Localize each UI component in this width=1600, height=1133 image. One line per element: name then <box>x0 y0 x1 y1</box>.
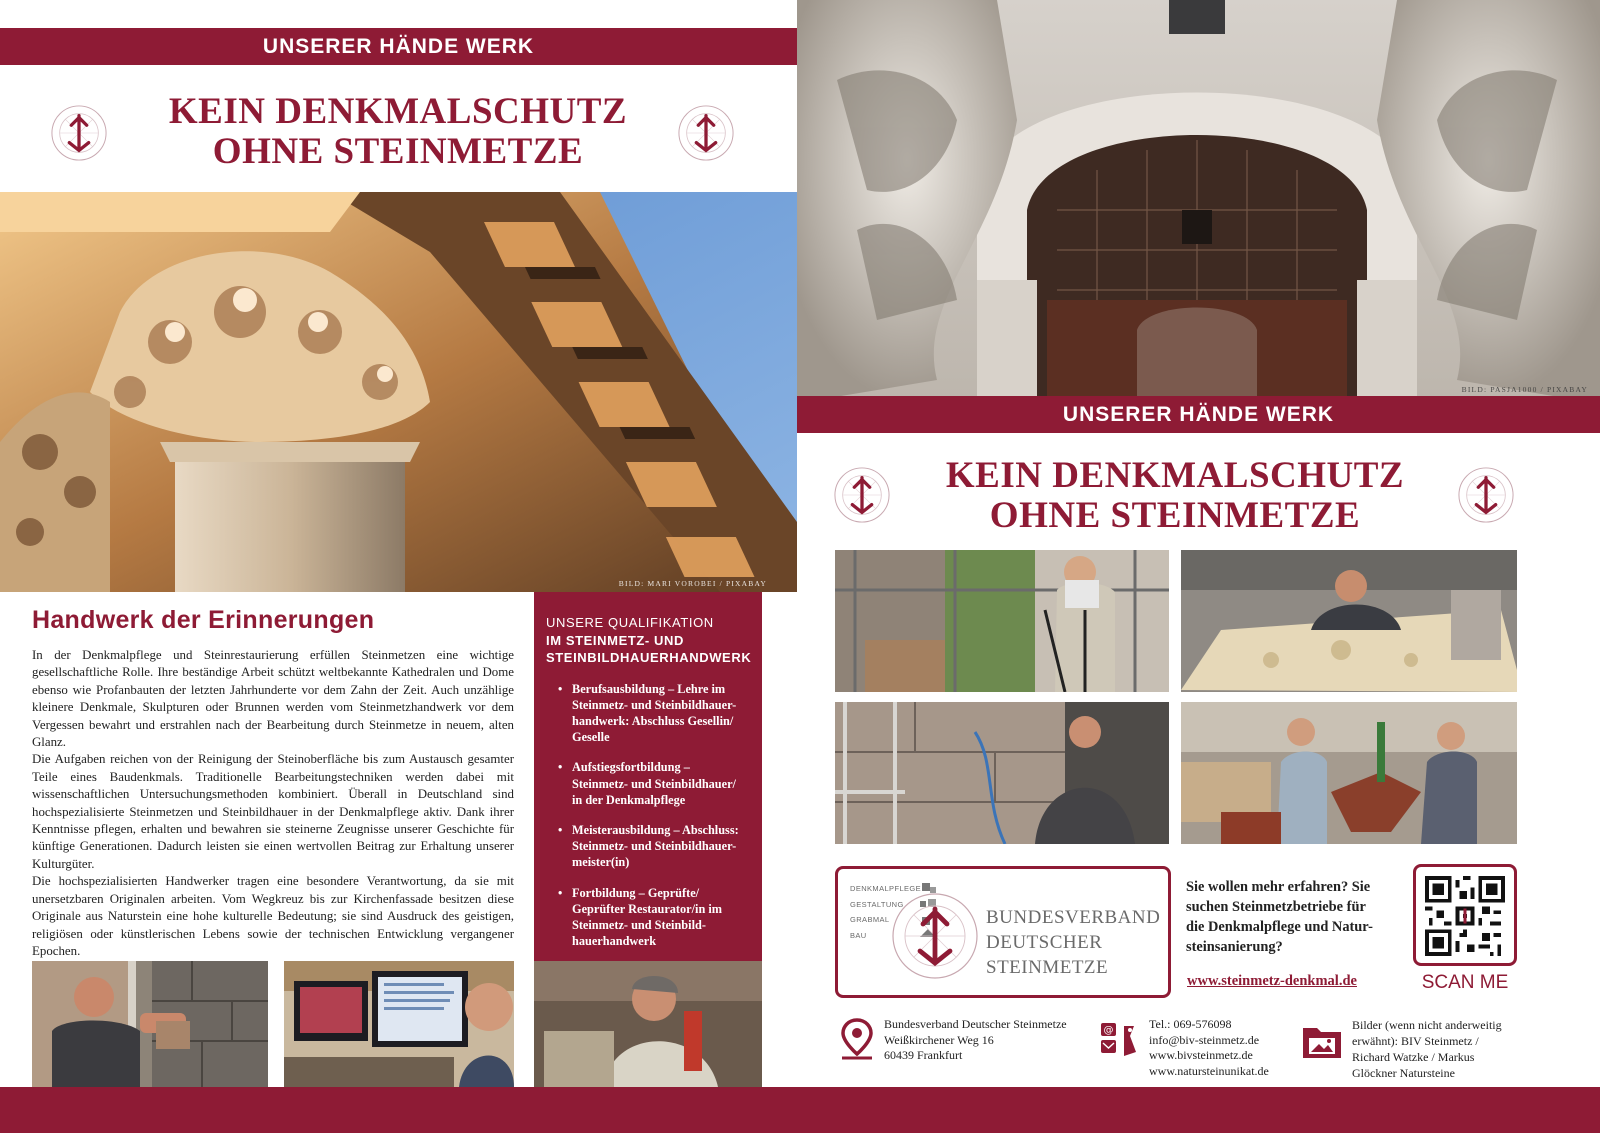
hero-capital-photo <box>0 192 797 592</box>
photo-folder-icon <box>1301 1022 1343 1062</box>
stonemason-wall-photo <box>32 961 268 1087</box>
right-title <box>897 456 1453 536</box>
qualification-list <box>534 667 762 950</box>
facade-repair-photo <box>835 702 1169 844</box>
credit-line: Glöckner Natursteine <box>1352 1066 1455 1080</box>
bds-logo-box <box>835 866 1171 998</box>
right-footer-band <box>797 1087 1600 1133</box>
address-line: 60439 Frankfurt <box>884 1048 963 1062</box>
body-paragraph: Die hochspezialisierten Handwerker tragen eine besondere Verantwortung, da sie mit unersetzbaren Originalen arbeiten. Vom Wegkreuz bis zur Kirchenfassade besitzen diese Originale aus Naturstein eine hohe kulturelle Bedeutung; sie sind Ausdruck des geistigen, religiösen oder künstlerischen Lebens sowie der technischen Entwicklung vergangener Epochen. <box>32 874 514 958</box>
cta-line: die Denkmalpflege und Natur- <box>1186 919 1373 935</box>
cta-line: Sie wollen mehr erfahren? Sie <box>1186 879 1371 895</box>
body-text <box>32 647 514 960</box>
left-page <box>0 0 797 1133</box>
bds-name-line: DEUTSCHER <box>986 932 1103 953</box>
body-paragraph: In der Denkmalpflege und Steinrestaurierung erfüllen Steinmetzen eine wichtige gesellschaftliche Rolle. Ihre beständige Arbeit schützt weltbekannte Kathedralen und Dome ebenso wie Profanbauten der letzten Jahrhunderte vor dem Zahn der Zeit. Auch unzählige kleinere Denkmale, Skulpturen oder Brunnen werden vom Steinmetzhandwerk vor dem Vergessen bewahrt und erstrahlen nach der Bearbeitung durch Steinmetze in neuem, alten Glanz. <box>32 648 514 750</box>
contact-icon <box>1100 1022 1140 1058</box>
website-link[interactable]: www.steinmetz-denkmal.de <box>1187 973 1357 989</box>
title-line: OHNE STEINMETZE <box>212 130 584 172</box>
qualification-heading-line: STEINBILDHAUERHANDWERK <box>546 650 752 665</box>
credit-line: Richard Watzke / Markus <box>1352 1050 1475 1064</box>
qr-label: SCAN ME <box>1421 972 1509 993</box>
stonemason-logo-icon <box>1457 466 1515 524</box>
image-credits <box>1352 1017 1532 1081</box>
credit-line: Bilder (wenn nicht anderweitig <box>1352 1018 1502 1032</box>
bds-name <box>986 905 1160 980</box>
qualification-item: • Meisterausbildung – Abschluss: Steinmetz- und Steinbildhauer-meister(in) <box>558 822 748 871</box>
qualification-panel <box>534 592 762 961</box>
title-line: KEIN DENKMALSCHUTZ <box>945 455 1405 496</box>
title-line: OHNE STEINMETZE <box>989 494 1361 536</box>
qualification-heading-line: IM STEINMETZ- UND <box>546 632 685 648</box>
cta-line: steinsanierung? <box>1186 939 1283 955</box>
left-footer-band <box>0 1087 797 1133</box>
bds-name-line: BUNDESVERBAND <box>986 907 1161 928</box>
qualification-heading <box>534 592 762 667</box>
photo-credit: BILD: MARI VOROBEI / PIXABAY <box>618 579 767 588</box>
logo-tag: DENKMALPFLEGE <box>850 884 922 893</box>
left-band: UNSERER HÄNDE WERK <box>0 28 797 65</box>
credit-line: erwähnt): BIV Steinmetz / <box>1352 1034 1479 1048</box>
web-link[interactable]: www.bivsteinmetz.de <box>1149 1048 1253 1062</box>
right-band: UNSERER HÄNDE WERK <box>797 396 1600 433</box>
qualification-heading-line: UNSERE QUALIFIKATION <box>546 615 714 630</box>
bds-name-line: STEINMETZE <box>986 957 1109 978</box>
hero-portal-photo <box>797 0 1600 400</box>
right-page <box>797 0 1600 1133</box>
location-pin-icon <box>839 1018 875 1060</box>
web-link[interactable]: www.natursteinunikat.de <box>1149 1063 1269 1078</box>
section-heading: Handwerk der Erinnerungen <box>32 606 375 634</box>
qualification-item: • Fortbildung – Geprüfte/ Geprüfter Restaurator/in im Steinmetz- und Steinbild-hauerhandwerk <box>558 885 748 950</box>
logo-tag: GRABMAL <box>850 915 890 924</box>
stonemason-logo-icon <box>890 891 980 981</box>
cta-text <box>1186 877 1406 957</box>
scaffold-survey-photo <box>835 550 1169 692</box>
email-link[interactable]: info@biv-steinmetz.de <box>1149 1032 1260 1047</box>
cta-line: suchen Steinmetzbetriebe für <box>1186 899 1366 915</box>
computer-workstation-photo <box>284 961 514 1087</box>
address-block <box>884 1017 1067 1064</box>
stonemason-logo-icon <box>833 466 891 524</box>
contact-block <box>1149 1017 1269 1079</box>
logo-tag: BAU <box>850 930 867 940</box>
qualification-item: • Berufsausbildung – Lehre im Steinmetz- und Steinbildhauer-handwerk: Abschluss Gesellin/ Geselle <box>558 681 748 746</box>
left-title <box>110 92 686 172</box>
photo-credit: BILD: PASJA1000 / PIXABAY <box>1461 385 1588 394</box>
workshop-lifting-photo <box>1181 702 1517 844</box>
svg-text:@: @ <box>1103 1025 1114 1036</box>
phone-text: Tel.: 069-576098 <box>1149 1017 1232 1031</box>
stone-slab-measuring-photo <box>1181 550 1517 692</box>
qr-code-icon[interactable] <box>1413 864 1517 966</box>
qualification-item: • Aufstiegsfortbildung – Steinmetz- und Steinbildhauer/ in der Denkmalpflege <box>558 759 748 808</box>
logo-tag: GESTALTUNG <box>850 899 904 909</box>
address-line: Bundesverband Deutscher Steinmetze <box>884 1017 1067 1031</box>
body-paragraph: Die Aufgaben reichen von der Reinigung der Steinoberfläche bis zum Austausch gesamter Teile eines Baudenkmals. Traditionelle Bearbeitungstechniken werden dabei mit wissenschaftlichen Untersuchungsmethoden kombiniert. Überall in Deutschland sind hochspezialisierte Steinmetzen und Steinbildhauer in der Denkmalpflege aktiv. Dank ihrer Kenntnisse pflegen, erhalten und bewahren sie steinerne Zeugnisse unserer Geschichte für künftige Generationen. Dadurch leisten sie einen wertvollen Beitrag zur Erhaltung unserer Kulturgüter. <box>32 752 514 871</box>
stonemason-logo-icon <box>50 104 108 162</box>
address-line: Weißkirchener Weg 16 <box>884 1032 994 1047</box>
carving-craftsman-photo <box>534 961 762 1087</box>
title-line: KEIN DENKMALSCHUTZ <box>168 91 628 132</box>
